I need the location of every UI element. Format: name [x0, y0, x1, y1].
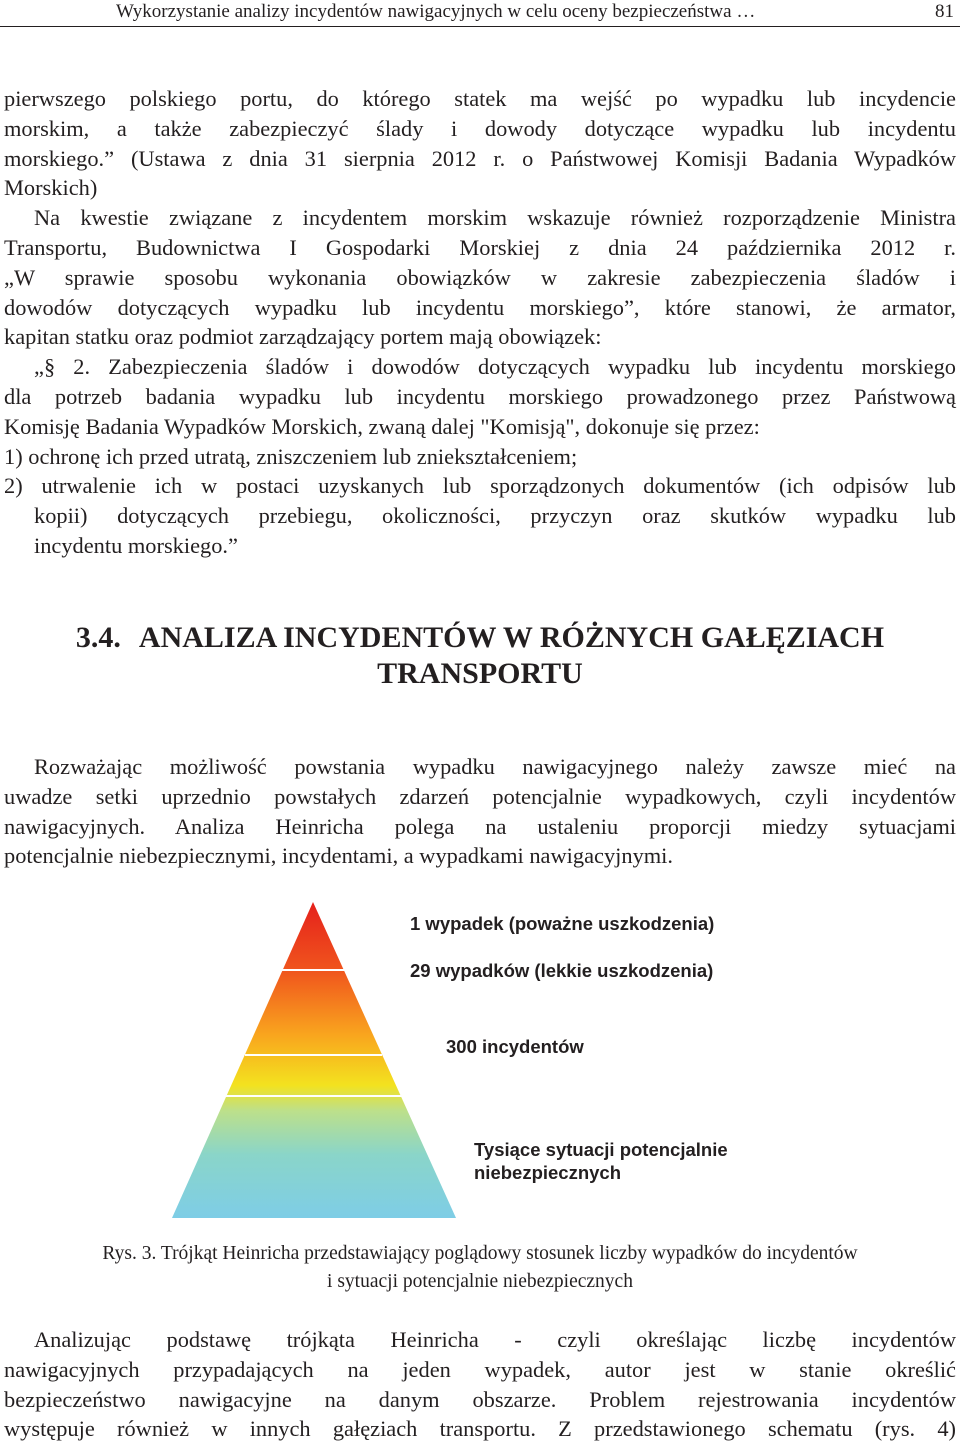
text-line: kopii) dotyczących przebiegu, okoliczności, przyczyn oraz skutków wypadku lub [34, 503, 956, 529]
text-line: Rozważając możliwość powstania wypadku nawigacyjnego należy zawsze mieć na [34, 754, 956, 779]
text-line: kapitan statku oraz podmiot zarządzający portem mają obowiązek: [4, 324, 602, 350]
page-number: 81 [935, 1, 954, 22]
section-heading [0, 620, 960, 692]
body-text-intro [4, 752, 956, 871]
body-text-bottom [4, 1325, 956, 1444]
text-line: uwadze setki uprzednio powstałych zdarzeń potencjalnie wypadkowych, czyli incydentów [4, 783, 956, 809]
text-line: Transportu, Budownictwa I Gospodarki Morskiej z dnia 24 października 2012 r. [4, 234, 956, 260]
figure-caption [0, 1240, 960, 1296]
text-line: bezpieczeństwo nawigacyjne na danym obszarze. Problem rejestrowania incydentów [4, 1386, 956, 1412]
text-line: nawigacyjnych przypadających na jeden wypadek, autor jest w stanie określić [4, 1356, 956, 1382]
text-line: pierwszego polskiego portu, do którego statek ma wejść po wypadku lub incydencie [4, 86, 956, 111]
text-line: Komisję Badania Wypadków Morskich, zwaną dalej "Komisją", dokonuje się przez: [4, 413, 760, 439]
level-label: 1 wypadek (poważne uszkodzenia) [410, 913, 715, 934]
list-item: 1) ochronę ich przed utratą, zniszczeniem lub zniekształceniem; [4, 443, 578, 469]
caption-line: i sytuacji potencjalnie niebezpiecznych [327, 1271, 633, 1292]
level-label: 300 incydentów [446, 1036, 584, 1057]
text-line: dla potrzeb badania wypadku lub incydentu morskiego prowadzonego przez Państwową [4, 383, 956, 409]
running-title: Wykorzystanie analizy incydentów nawigacyjnych w celu oceny bezpieczeństwa … [116, 1, 756, 22]
heinrich-triangle-figure [0, 880, 960, 1220]
section-title: ANALIZA INCYDENTÓW W RÓŻNYCH GAŁĘZIACH [138, 621, 885, 654]
text-line: Na kwestie związane z incydentem morskim wskazuje również rozporządzenie Ministra [34, 205, 956, 231]
list-item: 2) utrwalenie ich w postaci uzyskanych lub sporządzonych dokumentów (ich odpisów lub [4, 473, 956, 499]
text-line: nawigacyjnych. Analiza Heinricha polega na ustaleniu proporcji miedzy sytuacjami [4, 813, 956, 839]
caption-line: Rys. 3. Trójkąt Heinricha przedstawiający poglądowy stosunek liczby wypadków do incydentów [102, 1243, 858, 1264]
text-line: występuje również w innych gałęziach transportu. Z przedstawionego schematu (rys. 4) [4, 1416, 956, 1442]
text-line: dowodów dotyczących wypadku lub incydentu morskiego”, które stanowi, że armator, [4, 294, 956, 320]
body-text-top [4, 84, 956, 561]
section-title-cont: TRANSPORTU [377, 657, 583, 690]
level-label: Tysiące sytuacji potencjalnie [474, 1139, 728, 1160]
text-line: incydentu morskiego.” [34, 532, 238, 558]
level-label: 29 wypadków (lekkie uszkodzenia) [410, 960, 714, 981]
text-line: „W sprawie sposobu wykonania obowiązków w zakresie zabezpieczenia śladów i [4, 264, 956, 290]
section-number: 3.4. [75, 621, 121, 654]
level-label: niebezpiecznych [474, 1162, 622, 1183]
text-line: potencjalnie niebezpiecznymi, incydentami, a wypadkami nawigacyjnymi. [4, 843, 673, 869]
text-line: „§ 2. Zabezpieczenia śladów i dowodów dotyczących wypadku lub incydentu morskiego [34, 354, 956, 380]
text-line: Analizując podstawę trójkąta Heinricha - czyli określając liczbę incydentów [34, 1327, 956, 1352]
text-line: morskim, a także zabezpieczyć ślady i dowody dotyczące wypadku lub incydentu [4, 115, 956, 141]
text-line: Morskich) [4, 175, 98, 201]
pyramid-shape [172, 902, 456, 1218]
text-line: morskiego.” (Ustawa z dnia 31 sierpnia 2012 r. o Państwowej Komisji Badania Wypadków [4, 145, 956, 171]
running-header [0, 0, 960, 27]
